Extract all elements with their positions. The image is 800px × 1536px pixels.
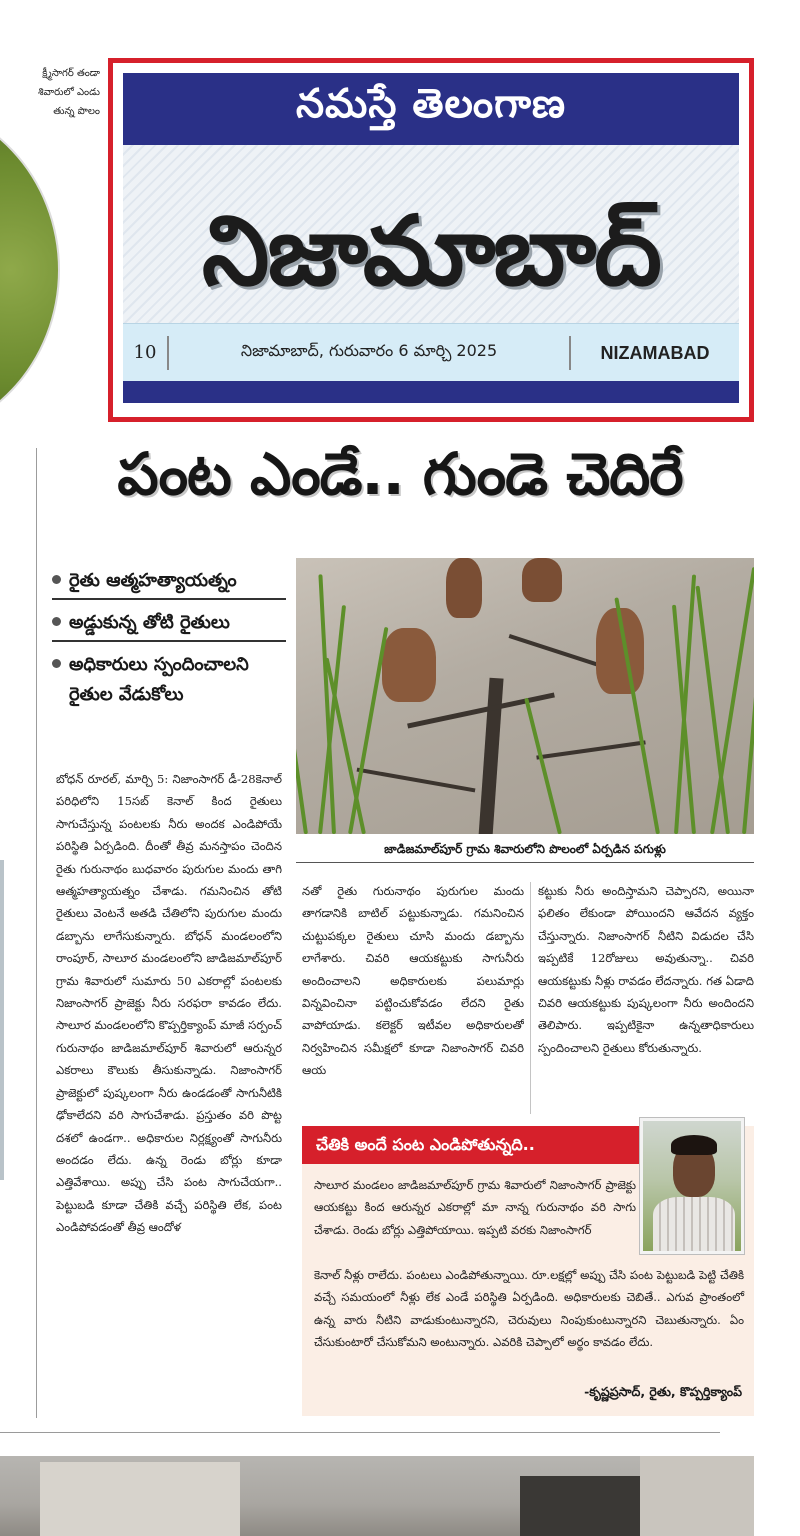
paddy-blade <box>674 574 696 834</box>
farmer-foot <box>522 558 562 602</box>
paper-name: నమస్తే తెలంగాణ <box>295 81 567 127</box>
bullet-dot <box>52 617 61 626</box>
headline: పంట ఎండే.. గుండె చెదిరే <box>117 440 683 508</box>
masthead <box>108 58 754 422</box>
body-column-3: కట్టుకు నీరు అందిస్తామని చెప్పారని, అయినా ఫలితం లేకుండా పోయిందని ఆవేదన వ్యక్తం చేస్తున్నారు. నిజాంసాగర్ నీటిని విడుదల చేసి ఇప్పటికే 12రోజులు అవుతున్నా.. చివరి ఆయకట్టుకు నీళ్లు రావడం లేదన్నారు. గత ఏడాది చివరి ఆయకట్టుకు పుష్కలంగా నీరు అందిందని తెలిపారు. ఇప్పటికైనా ఉన్నతాధికారులు స్పందించాలని రైతులు కోరుతున్నారు. <box>538 884 754 1055</box>
farmer-portrait <box>640 1118 744 1254</box>
bullet-text: అధికారులు స్పందించాలని రైతుల వేడుకోలు <box>69 654 249 705</box>
masthead-banner <box>123 73 739 145</box>
building-facade <box>640 1456 754 1536</box>
bullet-item <box>52 608 286 642</box>
left-column-rule <box>36 448 37 1418</box>
left-caption-line: తున్న పొలం <box>53 106 100 117</box>
left-caption-line: శివారులో ఎండు <box>38 87 100 98</box>
building-opening <box>520 1476 640 1536</box>
highlight-bullets <box>52 566 286 718</box>
dry-field-photo-circle <box>0 100 60 430</box>
body-column-2: నతో రైతు గురునాథం పురుగుల మందు తాగడానికి బాటిల్ పట్టుకున్నాడు. గమనించిన చుట్టుపక్కల రైతులు చూసి మందు డబ్బాను లాగేశారు. చివరి ఆయకట్టుకు సాగునీరు అందించాలని అధికారులకు పలుమార్లు విన్నవించినా పట్టించుకోవడం లేదని రైతు వాపోయాడు. కలెక్టర్ ఇటీవల అధికారులతో నిర్వహించిన సమీక్షలో కూడా నిజాంసాగర్ చివరి ఆయ <box>302 884 524 1078</box>
paddy-blade <box>696 586 730 834</box>
side-story-signature: -కృష్ణప్రసాద్, రైతు, కొప్పర్తిక్యాంప్ <box>584 1384 742 1399</box>
farmer-foot <box>446 558 482 618</box>
caption-underline <box>296 862 754 863</box>
bullet-dot <box>52 659 61 668</box>
page-number: 10 <box>123 336 169 370</box>
bullet-dot <box>52 575 61 584</box>
side-story-text-continued: కెనాల్ నీళ్లు రాలేదు. పంటలు ఎండిపోతున్నాయి. రూ.లక్షల్లో అప్పు చేసి పంట పెట్టుబడి పెట్టి చేతికి వచ్చే సమయంలో నీళ్లు లేక ఎండే పరిస్థితి ఏర్పడింది. అధికారులకు చెబితే.. ఎగువ ప్రాంతంలో ఉన్న వారు నీటిని వాడుకుంటున్నారని, చెరువులు నింపుకుంటున్నారని చెబుతున్నారు. ఏం చేసుకుంటారో చేసుకోమని అంటున్నారు. ఎవరికి చెప్పాలో అర్థం కావడం లేదు. <box>314 1268 744 1350</box>
edition-label: NIZAMABAD <box>569 336 739 370</box>
masthead-info-bar <box>123 323 739 381</box>
side-story-box <box>302 1126 754 1416</box>
paddy-blade <box>742 615 754 834</box>
section-divider <box>0 1432 720 1433</box>
photo-caption: జాడిజమాల్‌పూర్ గ్రామ శివారులోని పొలంలో ఏర్పడిన పగుళ్లు <box>384 842 666 856</box>
left-cropped-photo <box>0 100 60 430</box>
portrait-hair <box>671 1135 717 1155</box>
paddy-blade <box>524 698 562 834</box>
side-story-text: సాలూర మండలం జాడిజమాల్‌పూర్ గ్రామ శివారులో నిజాంసాగర్ ప్రాజెక్టు ఆయకట్టు కింద ఆరున్నర ఎకరాల్లో మా నాన్న గురునాథం వరి సాగు చేశాడు. రెండు బోర్లు ఎత్తిపోయాయి. ఇప్పటి వరకు నిజాంసాగర్ <box>314 1178 636 1237</box>
portrait-shirt <box>653 1197 735 1254</box>
column-rule <box>530 882 531 1114</box>
building-facade <box>40 1462 240 1536</box>
farmer-hand <box>382 628 436 702</box>
left-caption-line: క్ష్మీసాగర్ తండా <box>42 68 100 79</box>
masthead-bottom-bar <box>123 381 739 403</box>
bullet-text: అడ్డుకున్న తోటి రైతులు <box>69 612 230 633</box>
soil-crack <box>478 678 503 834</box>
soil-crack <box>536 740 645 759</box>
dateline: నిజామాబాద్, గురువారం 6 మార్చి 2025 <box>240 341 498 360</box>
soil-crack <box>357 768 476 793</box>
body-column-1: బోధన్ రూరల్, మార్చి 5: నిజాంసాగర్ డీ-28కెనాల్ పరిధిలోని 15సబ్ కెనాల్ కింద రైతులు సాగుచేస్తున్న పంటలకు నీరు అందక ఎండిపోయే పరిస్థితి ఏర్పడింది. దీంతో తీవ్ర మనస్తాపం చెందిన రైతు గురునాథం బుధవారం పురుగుల మందు తాగి ఆత్మహత్యాయత్నం చేశాడు. గమనించిన తోటి రైతులు వెంటనే అతడి చేతిలోని పురుగుల మందు డబ్బాను లాగేసుకున్నారు. బోధన్ మండలంలోని రాంపూర్, సాలూర మండలంలోని జాడిజమాల్‌పూర్ గ్రామ శివారులో సుమారు 50 ఎకరాల్లో పంటలకు నిజాంసాగర్ ప్రాజెక్టు నీరు సరఫరా కావడం లేదు. సాలూర మండలంలోని కొప్పర్తిక్యాంప్ మాజీ సర్పంచ్ గురునాథం జాడిజమాల్‌పూర్ శివారులో ఆరున్నర ఎకరాలు కౌలుకు తీసుకున్నాడు. నిజాంసాగర్ ప్రాజెక్టులో పుష్కలంగా నీరు ఉండడంతో సాగునీటికి ఢోకాలేదని వరి సాగుచేశాడు. ప్రస్తుతం వరి పొట్ట దశలో ఉండగా.. అధికారుల నిర్లక్ష్యంతో సాగునీరు అందడం లేదు. ఉన్న రెండు బోర్లు కూడా ఎత్తివేశాయి. అప్పు చేసి పంట సాగుచేయగా.. పెట్టుబడి కూడా చేతికి వచ్చే పరిస్థితి లేక, పంట ఎండిపోవడంతో తీవ్ర ఆందోళ <box>56 772 282 1235</box>
left-adjacent-photo-edge <box>0 860 4 1180</box>
paddy-blade <box>296 586 308 834</box>
edition-name: నిజామాబాద్ <box>202 195 660 307</box>
bullet-text: రైతు ఆత్మహత్యాయత్నం <box>69 570 237 591</box>
bullet-item <box>52 566 286 600</box>
paddy-blade <box>348 627 388 834</box>
bottom-article-photo <box>0 1456 754 1536</box>
side-story-title: చేతికి అందే పంట ఎండిపోతున్నది.. <box>302 1126 640 1164</box>
bullet-item <box>52 650 286 710</box>
cracked-field-photo <box>296 558 754 834</box>
